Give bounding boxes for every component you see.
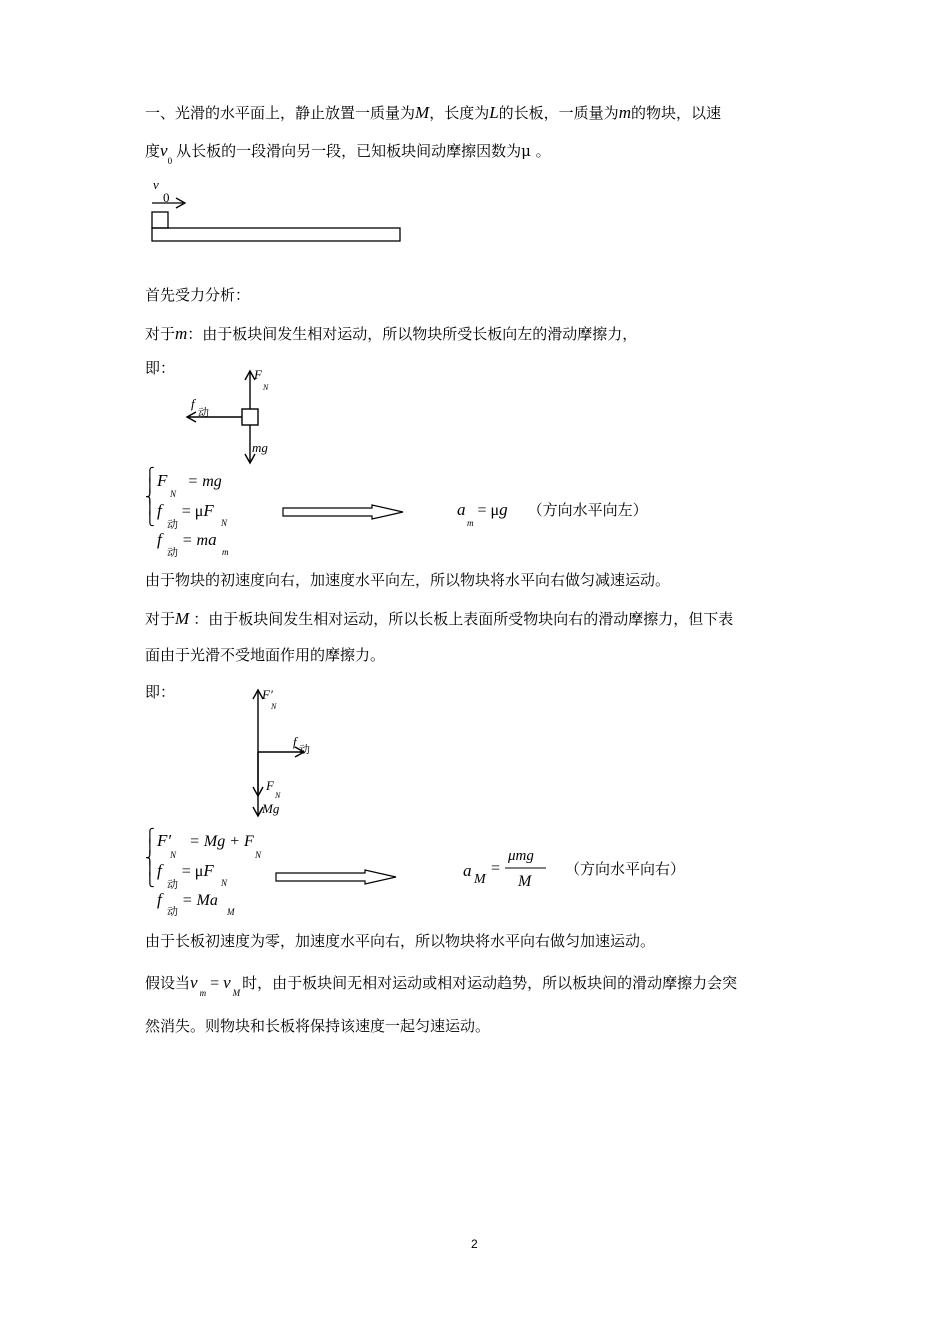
eq-Ma: = Ma (181, 892, 218, 909)
analysis-heading: 首先受力分析： (145, 286, 251, 304)
text: 时，由于板块间无相对运动或相对运动趋势，所以板块间的滑动摩擦力会突 (242, 974, 738, 992)
a-symbol: a (463, 861, 472, 880)
f-symbol: f (157, 861, 162, 880)
m-subscript: m (199, 988, 207, 998)
left-brace: ⎧ ⎪ ⎨ ⎪ ⎩ (145, 468, 155, 527)
fig3-FNprime-label: F′ (262, 687, 273, 702)
text: 从长板的一段滑向另一段，已知板块间动摩擦因数为μ 。 (176, 142, 551, 160)
left-brace: ⎧ ⎪ ⎨ ⎪ ⎩ (145, 829, 155, 888)
g-symbol: g (499, 500, 508, 519)
fig1-v-label: v (153, 177, 159, 192)
page-number: 2 (471, 1237, 478, 1251)
velocity-symbol: v (160, 141, 168, 160)
text: 的长板，一质量为 (498, 104, 619, 122)
equals-sign: = (491, 860, 501, 877)
mass-m-symbol: m (618, 103, 631, 122)
text: 的物块，以速 (630, 104, 721, 122)
fig3-N2-subscript: N (275, 791, 281, 800)
fraction-numerator: μmg (508, 848, 534, 864)
fig3-dong-subscript: 动 (299, 743, 310, 756)
f-symbol: f (157, 890, 162, 909)
fig3-FN-label: F (266, 778, 274, 793)
for-M-line-2: 面由于光滑不受地面作用的摩擦力。 (145, 646, 386, 664)
F-symbol: F (203, 501, 214, 520)
direction-note: （方向水平向左） (527, 501, 648, 519)
direction-note: （方向水平向右） (565, 860, 686, 878)
f-symbol: f (157, 501, 162, 520)
text: ：由于板块间发生相对运动，所以物块所受长板向左的滑动摩擦力， (187, 325, 638, 343)
fig1-zero-label: 0 (163, 190, 170, 205)
F-prime-symbol: F′ (157, 831, 172, 850)
eq-mu: = μ (181, 503, 204, 520)
M-subscript: M (474, 872, 486, 887)
M-subscript: M (227, 907, 235, 917)
rhs: = mg (187, 473, 222, 490)
assumption-line-1 (145, 973, 738, 998)
m-subscript: m (467, 518, 474, 528)
N-subscript: N (221, 518, 228, 528)
N-subscript: N (221, 878, 228, 888)
text: ，长度为 (429, 104, 490, 122)
v-symbol: v (190, 973, 198, 992)
assumption-line-2: 然消失。则物块和长板将保持该速度一起匀速运动。 (145, 1017, 491, 1035)
fig2-FN-label: F (254, 367, 262, 382)
ie-label-1: 即： (145, 359, 176, 377)
N-subscript: N (170, 850, 177, 860)
dong-subscript: 动 (167, 905, 178, 918)
fig3-f-label: f (293, 734, 297, 749)
text: 对于 (145, 325, 176, 343)
dong-subscript: 动 (167, 878, 178, 891)
M-subscript: M (232, 988, 241, 998)
F-symbol: F (157, 471, 168, 490)
fig2-f-label: f (191, 396, 195, 411)
eq-mu: = μ (181, 863, 204, 880)
text: 假设当 (145, 974, 191, 992)
length-L-symbol: L (489, 103, 499, 122)
ie-label-2: 即： (145, 683, 176, 701)
a-symbol: a (457, 500, 466, 519)
conclusion-m: 由于物块的初速度向右，加速度水平向左，所以物块将水平向右做匀减速运动。 (145, 571, 671, 589)
eq-m: = m (181, 532, 209, 549)
mass-M-symbol: M (175, 609, 190, 628)
text: 对于 (145, 610, 176, 628)
fig3-N-subscript: N (271, 702, 277, 711)
text: 一、光滑的水平面上，静止放置一质量为 (145, 104, 416, 122)
fig2-mg-label: mg (252, 440, 268, 455)
N-subscript: N (255, 850, 262, 860)
v-symbol: v (223, 973, 231, 992)
fig2-dong-subscript: 动 (198, 406, 209, 419)
dong-subscript: 动 (167, 546, 178, 559)
mass-m-symbol: m (175, 324, 188, 343)
fraction-denominator: M (518, 873, 532, 890)
conclusion-M: 由于长板初速度为零，加速度水平向右，所以物块将水平向右做匀加速运动。 (145, 932, 656, 950)
velocity-subscript: 0 (167, 156, 173, 166)
rhs: = Mg + F (189, 833, 254, 850)
a-symbol: a (208, 530, 217, 549)
fig3-Mg-label: Mg (262, 801, 280, 816)
F-symbol: F (203, 861, 214, 880)
eq-mu: = μ (477, 502, 500, 519)
text: ：由于板块间发生相对运动，所以长板上表面所受物块向右的滑动摩擦力，但下表 (193, 610, 734, 628)
m-subscript: m (222, 547, 229, 557)
dong-subscript: 动 (167, 518, 178, 531)
N-subscript: N (170, 489, 177, 499)
f-symbol: f (157, 530, 162, 549)
equals-sign: = (210, 975, 220, 992)
mass-M-symbol: M (415, 103, 430, 122)
text: 度 (145, 142, 161, 160)
fig2-N-subscript: N (263, 383, 269, 392)
